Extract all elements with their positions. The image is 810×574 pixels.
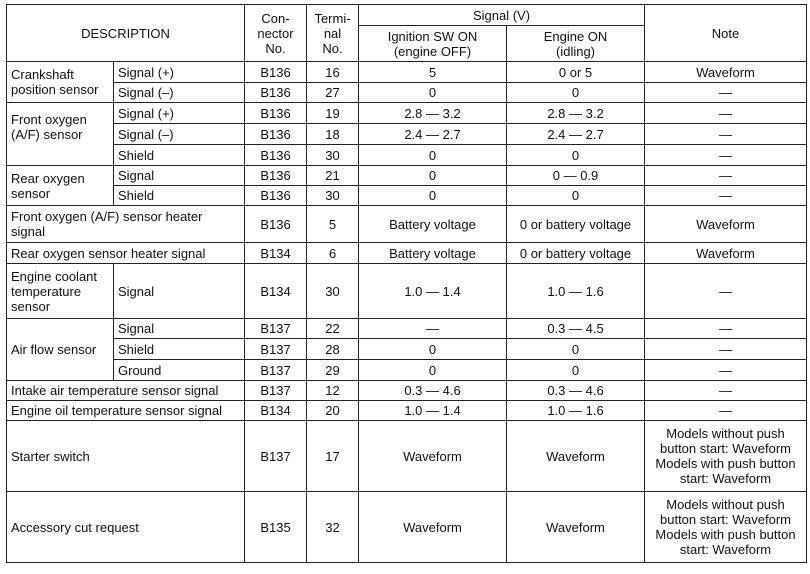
row-note: — [645, 401, 807, 421]
table-row [7, 421, 807, 492]
row-ignition-value: Waveform [359, 421, 507, 492]
row-terminal: 21 [307, 166, 359, 186]
table-row [7, 264, 807, 319]
row-note: Models without push button start: Waveform Models with push button start: Waveform [645, 421, 807, 492]
row-ignition-value: Battery voltage [359, 206, 507, 243]
row-ignition-value: 0 [359, 339, 507, 360]
row-description: Rear oxygen sensor heater signal [7, 243, 245, 264]
row-subitem: Shield [114, 339, 245, 360]
row-ignition-value: — [359, 319, 507, 339]
row-engine-value: 0.3 — 4.6 [507, 381, 645, 401]
row-note: — [645, 124, 807, 145]
row-terminal: 17 [307, 421, 359, 492]
row-engine-value: Waveform [507, 421, 645, 492]
row-note: — [645, 103, 807, 124]
row-description: Front oxygen (A/F) sensor [7, 103, 114, 166]
row-ignition-value: 0 [359, 186, 507, 206]
table-row [7, 103, 807, 124]
row-subitem: Signal [114, 264, 245, 319]
row-terminal: 30 [307, 145, 359, 166]
row-ignition-value: 0 [359, 360, 507, 381]
row-note: — [645, 166, 807, 186]
table-row [7, 492, 807, 563]
row-engine-value: 1.0 — 1.6 [507, 401, 645, 421]
table-row [7, 381, 807, 401]
row-description: Rear oxygen sensor [7, 166, 114, 206]
table-row [7, 339, 807, 360]
row-description: Engine oil temperature sensor signal [7, 401, 245, 421]
row-terminal: 6 [307, 243, 359, 264]
row-engine-value: 0 or battery voltage [507, 243, 645, 264]
table-row [7, 206, 807, 243]
header-engine-on: Engine ON (idling) [507, 26, 645, 62]
row-connector: B134 [245, 264, 307, 319]
row-engine-value: 0.3 — 4.5 [507, 319, 645, 339]
row-ignition-value: 2.4 — 2.7 [359, 124, 507, 145]
row-terminal: 32 [307, 492, 359, 563]
row-engine-value: 1.0 — 1.6 [507, 264, 645, 319]
row-connector: B137 [245, 339, 307, 360]
row-subitem: Signal [114, 319, 245, 339]
row-note: — [645, 319, 807, 339]
row-terminal: 5 [307, 206, 359, 243]
row-connector: B137 [245, 381, 307, 401]
row-terminal: 28 [307, 339, 359, 360]
row-connector: B137 [245, 360, 307, 381]
row-subitem: Signal [114, 166, 245, 186]
row-terminal: 16 [307, 62, 359, 83]
row-ignition-value: 0 [359, 145, 507, 166]
row-note: Waveform [645, 243, 807, 264]
row-connector: B135 [245, 492, 307, 563]
row-subitem: Shield [114, 145, 245, 166]
row-ignition-value: Waveform [359, 492, 507, 563]
row-note: Waveform [645, 62, 807, 83]
row-ignition-value: 0 [359, 166, 507, 186]
signal-spec-table [6, 4, 807, 563]
table-row [7, 243, 807, 264]
row-note: — [645, 83, 807, 103]
row-ignition-value: 2.8 — 3.2 [359, 103, 507, 124]
row-connector: B137 [245, 421, 307, 492]
row-connector: B137 [245, 319, 307, 339]
row-terminal: 30 [307, 186, 359, 206]
row-ignition-value: 0.3 — 4.6 [359, 381, 507, 401]
row-subitem: Signal (+) [114, 103, 245, 124]
row-description: Starter switch [7, 421, 245, 492]
row-note: Models without push button start: Waveform Models with push button start: Waveform [645, 492, 807, 563]
row-description: Air flow sensor [7, 319, 114, 381]
row-connector: B134 [245, 401, 307, 421]
row-ignition-value: 5 [359, 62, 507, 83]
row-subitem: Signal (–) [114, 124, 245, 145]
row-connector: B134 [245, 243, 307, 264]
table-row [7, 145, 807, 166]
row-connector: B136 [245, 62, 307, 83]
row-connector: B136 [245, 145, 307, 166]
row-terminal: 30 [307, 264, 359, 319]
row-engine-value: 2.4 — 2.7 [507, 124, 645, 145]
row-description: Accessory cut request [7, 492, 245, 563]
row-connector: B136 [245, 124, 307, 145]
row-connector: B136 [245, 186, 307, 206]
row-engine-value: 0 [507, 145, 645, 166]
row-subitem: Signal (+) [114, 62, 245, 83]
row-description: Engine coolant temperature sensor [7, 264, 114, 319]
row-note: — [645, 145, 807, 166]
header-note: Note [645, 5, 807, 62]
table-row [7, 83, 807, 103]
header-ignition-sw-on: Ignition SW ON (engine OFF) [359, 26, 507, 62]
table-row [7, 62, 807, 83]
row-note: — [645, 360, 807, 381]
row-terminal: 22 [307, 319, 359, 339]
row-terminal: 20 [307, 401, 359, 421]
row-subitem: Shield [114, 186, 245, 206]
table-row [7, 166, 807, 186]
row-note: — [645, 381, 807, 401]
row-terminal: 12 [307, 381, 359, 401]
row-description: Intake air temperature sensor signal [7, 381, 245, 401]
row-subitem: Ground [114, 360, 245, 381]
table-row [7, 401, 807, 421]
row-terminal: 19 [307, 103, 359, 124]
row-terminal: 18 [307, 124, 359, 145]
row-engine-value: 0 [507, 339, 645, 360]
header-signal: Signal (V) [359, 5, 645, 26]
row-engine-value: 0 or 5 [507, 62, 645, 83]
row-engine-value: 2.8 — 3.2 [507, 103, 645, 124]
row-engine-value: 0 or battery voltage [507, 206, 645, 243]
row-engine-value: 0 [507, 186, 645, 206]
table-row [7, 360, 807, 381]
row-subitem: Signal (–) [114, 83, 245, 103]
row-note: — [645, 339, 807, 360]
row-ignition-value: Battery voltage [359, 243, 507, 264]
row-note: — [645, 186, 807, 206]
row-engine-value: Waveform [507, 492, 645, 563]
table-row [7, 124, 807, 145]
header-description: DESCRIPTION [7, 5, 245, 62]
row-description: Crankshaft position sensor [7, 62, 114, 103]
row-connector: B136 [245, 166, 307, 186]
header-terminal-no: Termi- nal No. [307, 5, 359, 62]
row-note: Waveform [645, 206, 807, 243]
row-ignition-value: 1.0 — 1.4 [359, 401, 507, 421]
row-terminal: 27 [307, 83, 359, 103]
row-ignition-value: 0 [359, 83, 507, 103]
row-connector: B136 [245, 206, 307, 243]
row-engine-value: 0 [507, 83, 645, 103]
row-ignition-value: 1.0 — 1.4 [359, 264, 507, 319]
header-connector-no: Con- nector No. [245, 5, 307, 62]
row-note: — [645, 264, 807, 319]
row-description: Front oxygen (A/F) sensor heater signal [7, 206, 245, 243]
row-engine-value: 0 — 0.9 [507, 166, 645, 186]
row-connector: B136 [245, 83, 307, 103]
table-row [7, 186, 807, 206]
row-engine-value: 0 [507, 360, 645, 381]
row-terminal: 29 [307, 360, 359, 381]
row-connector: B136 [245, 103, 307, 124]
table-row [7, 319, 807, 339]
